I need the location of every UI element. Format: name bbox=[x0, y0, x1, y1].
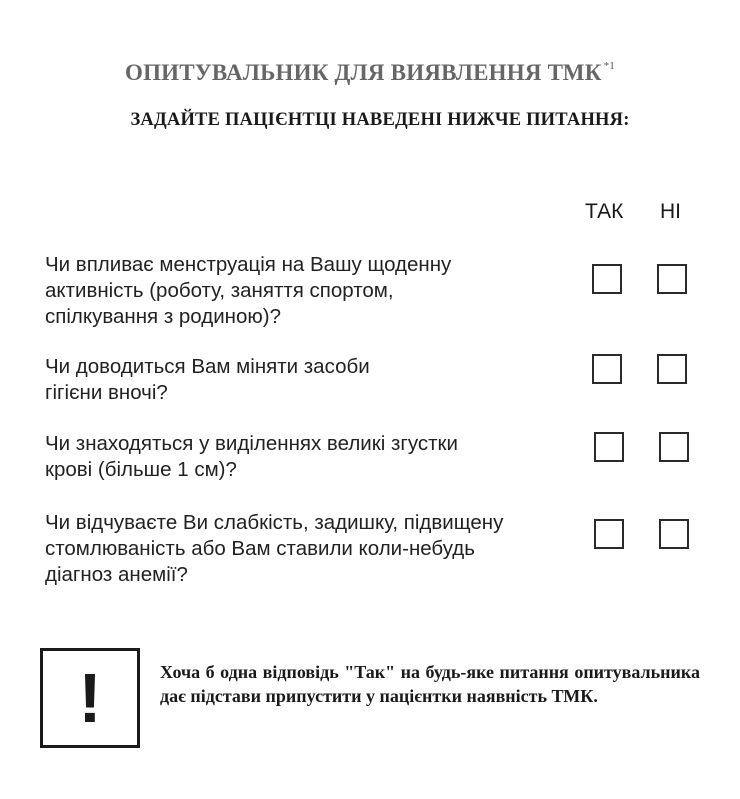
question-3-text: Чи знаходяться у виділеннях великі згустки крові (більше 1 см)? bbox=[45, 432, 458, 481]
column-header-no: НІ bbox=[660, 200, 681, 223]
warning-exclamation-icon bbox=[40, 648, 140, 748]
question-1-yes-checkbox[interactable] bbox=[592, 264, 622, 294]
title-text: ОПИТУВАЛЬНИК ДЛЯ ВИЯВЛЕННЯ ТМК bbox=[124, 60, 602, 85]
question-3-no-checkbox[interactable] bbox=[659, 432, 689, 462]
question-1-no-checkbox[interactable] bbox=[657, 264, 687, 294]
question-4-text: Чи відчуваєте Ви слабкість, задишку, підвищену стомлюваність або Вам ставили коли-небудь діагноз анемії? bbox=[45, 511, 504, 586]
question-1-text: Чи впливає менструація на Вашу щоденну активність (роботу, заняття спортом, спілкування з родиною)? bbox=[45, 253, 452, 328]
question-2-no-checkbox[interactable] bbox=[657, 354, 687, 384]
questionnaire-title bbox=[0, 60, 740, 86]
exclamation-mark: ! bbox=[78, 659, 102, 737]
instruction-subtitle: ЗАДАЙТЕ ПАЦІЄНТЦІ НАВЕДЕНІ НИЖЧЕ ПИТАННЯ: bbox=[130, 110, 630, 130]
question-2-text: Чи доводиться Вам міняти засоби гігієни вночі? bbox=[45, 355, 370, 404]
title-footnote-mark: *1 bbox=[603, 60, 616, 73]
question-4-yes-checkbox[interactable] bbox=[594, 519, 624, 549]
question-4-no-checkbox[interactable] bbox=[659, 519, 689, 549]
warning-note: Хоча б одна відповідь "Так" на будь-яке питання опитувальника дає підстави припустити у пацієнтки наявність ТМК. bbox=[160, 662, 700, 706]
question-3-yes-checkbox[interactable] bbox=[594, 432, 624, 462]
question-2-yes-checkbox[interactable] bbox=[592, 354, 622, 384]
column-header-yes: ТАК bbox=[585, 200, 624, 223]
